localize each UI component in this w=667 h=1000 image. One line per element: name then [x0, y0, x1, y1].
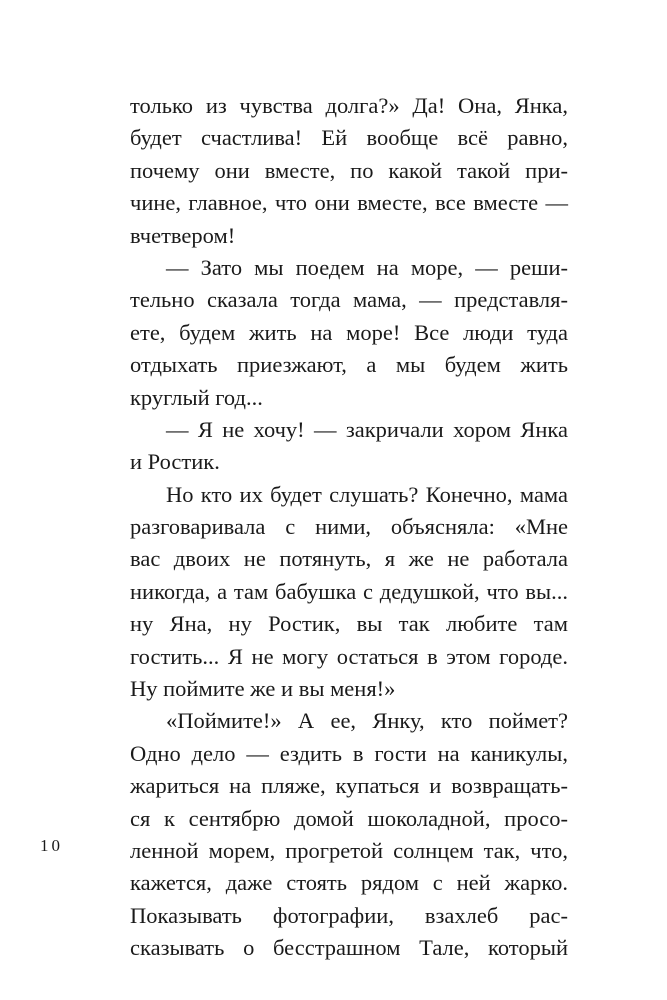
text-line: тельно сказала тогда мама, — представля-: [130, 287, 568, 313]
text-line: только из чувства долга?» Да! Она, Янка,: [130, 93, 568, 118]
text-line: чине, главное, что они вместе, все вместе —: [130, 190, 568, 216]
text-line: Но кто их будет слушать? Конечно, мама: [166, 481, 568, 507]
text-line: вчетвером!: [130, 222, 236, 248]
text-line: гостить... Я не могу остаться в этом городе.: [130, 643, 568, 669]
text-line: никогда, а там бабушка с дедушкой, что вы...: [130, 578, 568, 604]
text-line: ленной морем, прогретой солнцем так, что,: [130, 837, 568, 863]
text-line: сказывать о бесстрашном Тале, который: [130, 935, 568, 961]
text-line: и Ростик.: [130, 449, 220, 475]
text-line: будет счастлива! Ей вообще всё равно,: [130, 125, 568, 151]
page-number: 10: [40, 836, 63, 855]
text-line: — Я не хочу! — закричали хором Янка: [166, 416, 568, 442]
text-line: Одно дело — ездить в гости на каникулы,: [130, 740, 568, 766]
text-line: почему они вместе, по какой такой при-: [130, 157, 568, 183]
body-text: [130, 90, 568, 965]
text-line: кажется, даже стоять рядом с ней жарко.: [130, 870, 568, 896]
text-line: Показывать фотографии, взахлеб рас-: [130, 902, 568, 928]
text-line: ся к сентябрю домой шоколадной, просо-: [130, 805, 568, 831]
text-line: «Поймите!» А ее, Янку, кто поймет?: [166, 708, 568, 734]
text-line: Ну поймите же и вы меня!»: [130, 676, 396, 702]
text-line: вас двоих не потянуть, я же не работала: [130, 546, 568, 572]
text-line: — Зато мы поедем на море, — реши-: [166, 254, 568, 280]
text-line: круглый год...: [130, 384, 263, 410]
text-line: ете, будем жить на море! Все люди туда: [130, 319, 568, 345]
text-line: разговаривала с ними, объясняла: «Мне: [130, 514, 568, 540]
text-line: жариться на пляже, купаться и возвращать-: [130, 773, 568, 799]
text-line: ну Яна, ну Ростик, вы так любите там: [130, 611, 568, 637]
text-line: отдыхать приезжают, а мы будем жить: [130, 352, 568, 378]
